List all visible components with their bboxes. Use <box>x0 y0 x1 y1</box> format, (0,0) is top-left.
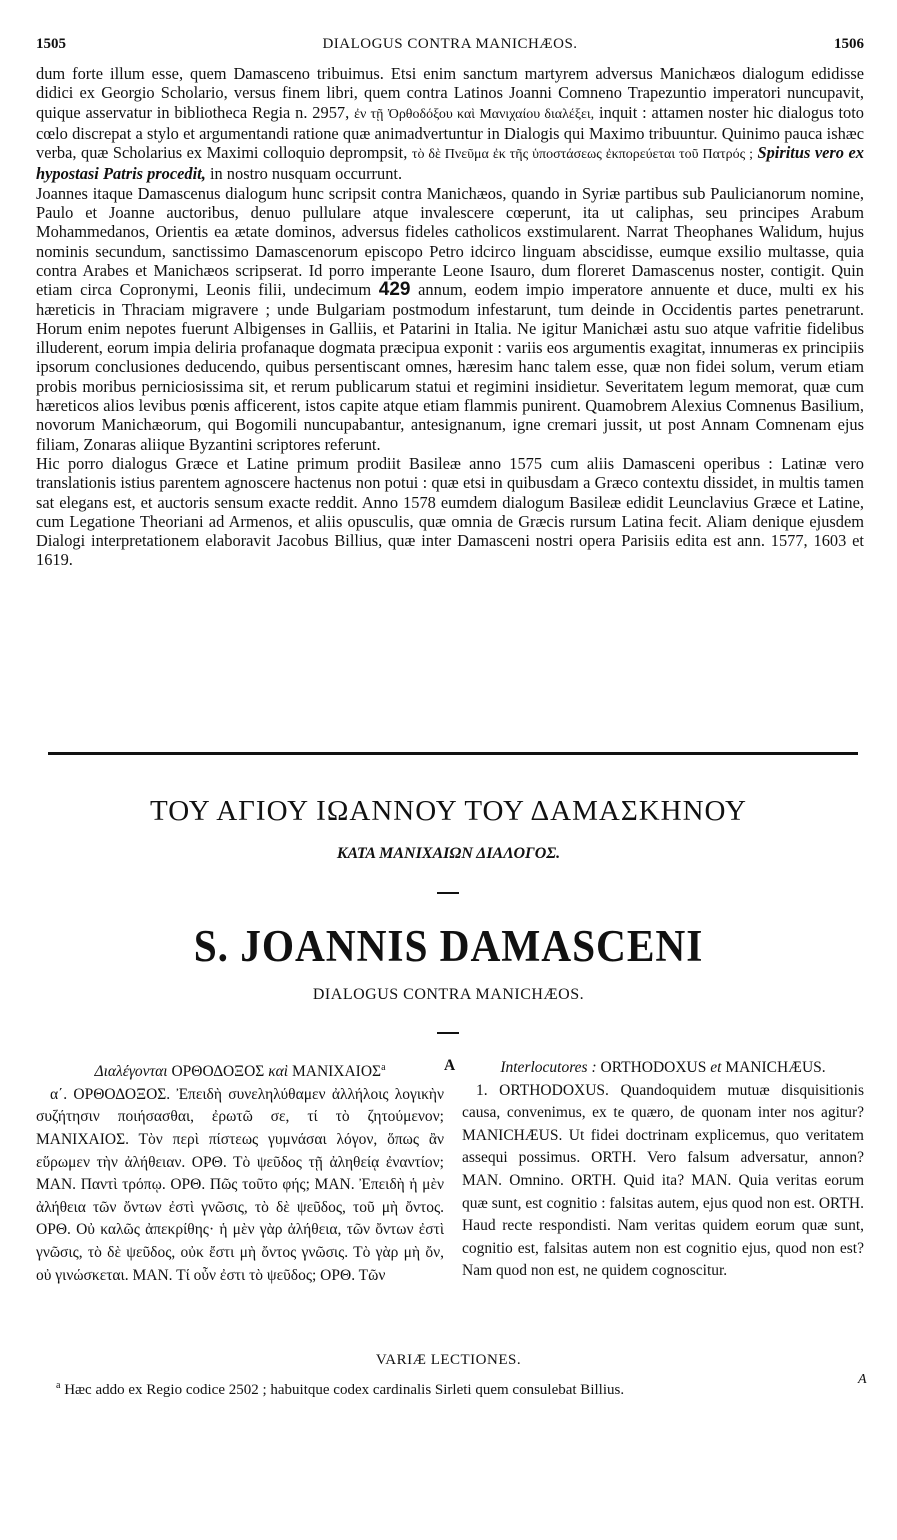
greek-heading-orthodox: ΟΡΘΟΔΟΞΟΣ <box>171 1063 265 1081</box>
intro-paragraph-3: Hic porro dialogus Græce et Latine primum prodiit Basileæ anno 1575 cum aliis Damasceni operibus : Latinæ vero translationis istius parentem agnoscere hactenus non potui : quæ etsi in quibusdam a Græco contextu dissidet, in multis tamen sat elegans est, et auctoris sensum exacte reddit. Anno 1578 eumdem dialogum Basileæ edidit Leunclavius Græce et Latine, cum Legatione Theoriani ad Armenos, et aliis opusculis, quæ omnia de Græcis rursum Latina fecit. Aliam denique ejusdem Dialogi interpretationem elaboravit Jacobus Billius, quæ inter Damasceni nostri opera Parisiis edita est ann. 1577, 1603 et 1619. <box>36 453 864 570</box>
intro-p1-italic: Spiritus vero ex hypostasi Patris procedit, <box>36 143 864 184</box>
latin-title: S. JOANNIS DAMASCENI <box>193 921 704 971</box>
latin-heading-manichaeus: MANICHÆUS. <box>725 1059 826 1076</box>
greek-column <box>36 1057 444 1287</box>
intro-p1-text-c: in nostro nusquam occurrunt. <box>209 164 403 184</box>
latin-heading-orthodox: ORTHODOXUS <box>600 1059 707 1076</box>
footnote <box>56 1380 846 1399</box>
running-title: DIALOGUS CONTRA MANICHÆOS. <box>322 36 578 52</box>
latin-heading-et: et <box>710 1059 722 1076</box>
footnote-text: Hæc addo ex Regio codice 2502 ; habuitque codex cardinalis Sirleti quem consulebat Billius. <box>64 1382 625 1398</box>
horizontal-rule <box>48 752 858 755</box>
greek-heading-kai: καὶ <box>268 1063 289 1081</box>
latin-subtitle: DIALOGUS CONTRA MANICHÆOS. <box>312 986 585 1003</box>
intro-p1-greek-1: ἐν τῇ Ὀρθοδόξου καὶ Μανιχαίου διαλέξει, <box>354 106 595 122</box>
intro-p1-text-b: inquit : attamen noster hic dialogus toto cœlo discrepat a stylo et argumentandi ratione quæ animadvertuntur in Dialogis qui Maximo tribuuntur. Quinimo pauca ishæc verba, quæ Scholarius ex Maximi colloquio deprompsit, <box>36 102 864 163</box>
greek-column-heading <box>36 1057 444 1084</box>
latin-column-heading <box>462 1057 864 1080</box>
latin-heading-italic: Interlocutores : <box>500 1059 597 1076</box>
title-dash-1 <box>437 892 459 894</box>
greek-heading-italic: Διαλέγονται <box>94 1063 168 1081</box>
page-number-left: 1505 <box>36 36 66 52</box>
greek-subtitle: ΚΑΤΑ ΜΑΝΙΧΑΙΩΝ ΔΙΑΛΟΓΟΣ. <box>336 845 561 862</box>
corner-mark: A <box>858 1372 867 1387</box>
greek-column-text: α΄. ΟΡΘΟΔΟΞΟΣ. Ἐπειδὴ συνεληλύθαμεν ἀλλήλοις λογικὴν συζήτησιν ποιήσασθαι, ἐρωτῶ σε, τί τὸ ζητούμενον; ΜΑΝΙΧΑΙΟΣ. Τὸν περὶ πίστεως γυμνάσαι λόγον, ὅπως ἂν εὕρωμεν τὴν ἀλήθειαν. ΟΡΘ. Τὸ ψεῦδος τῇ ἀληθείᾳ ἐναντίον; ΜΑΝ. Παντὶ τρόπῳ. ΟΡΘ. Πῶς τοῦτο φής; ΜΑΝ. Ἐπειδὴ ἡ μὲν ἀλήθεια τῶν ὄντων ἐστὶ γνῶσις, τὸ δὲ ψεῦδος, τοῦ μὴ ὄντος. ΟΡΘ. Οὐ καλῶς ἀπεκρίθης· ἡ μὲν γὰρ ἀλήθεια, τῶν ὄντων ἐστὶ γνῶσις, τὸ δὲ ψεῦδος, οὐκ ἔστι μὴ ὄντος γνῶσις. Τὸ γὰρ μὴ ὄν, οὐ γινώσκεται. ΜΑΝ. Τί οὖν ἐστι τὸ ψεῦδος; ΟΡΘ. Τῶν <box>36 1085 444 1284</box>
intro-p2-text-a: Joannes itaque Damascenus dialogum hunc scripsit contra Manichæos, quando in Syriæ partibus sub Paulicianorum nomine, Paulo et Joanne auctoribus, denuo pullulare atque invalescere cœperunt, ita ut caliphas, seu principes Arabum Mohammedanos, Orientis ea ætate dominos, adversus fideles catholicos exstimularent. Narrat Theophanes Walidum, hujus nominis secundum, sanctissimo Damascenorum episcopo Petro idcirco linguam abscidisse, eumque exsilio multasse, quia contra Arabes et Manichæos scripserat. Id porro imperante Leone Isauro, dum floreret Damascenus noster, contigit. Quin etiam circa Copronymi, Leonis filii, undecimum <box>36 183 864 300</box>
variae-lectiones-heading: VARIÆ LECTIONES. <box>375 1352 522 1368</box>
latin-column <box>462 1057 864 1283</box>
intro-p2-text-b: annum, eodem impio imperatore annuente et duce, multi ex his hæreticis in Thraciam migravere ; unde Bulgariam postmodum infestarunt, tum deinde in Occidentis partes penetrarunt. Horum enim nepotes fuerunt Albigenses in Galliis, et Patarini in Italia. Ne igitur Manichæi astu suo atque vafritie fidelibus illuderent, eorum impia deliria profanaque dogmata præcipua exponit : variis eos argumentis exagitat, innumeras ex principiis ipsorum conclusiones deducendo, quibus persentiscant omnes, hæresim hanc talem esse, quæ non fidei solum, verum etiam probis moribus perniciosissima sit, et rerum publicarum statui et regimini insidietur. Severitatem legum memorat, quæ cum hæreticos alios levibus pœnis afficerent, istos capite atque etiam flammis punirent. Quamobrem Alexius Comnenus Basilium, novorum Manichæorum, qui Bogomili nuncupabantur, antesignanum, igne cremari jussit, ut post Annam Comnenam ejus filiam, Zonaras aliique Byzantini scriptores referunt. <box>36 280 864 454</box>
intro-p1-greek-2: τὸ δὲ Πνεῦμα ἐκ τῆς ὑποστάσεως ἐκπορεύεται τοῦ Πατρός ; <box>411 147 753 163</box>
page-number-right: 1506 <box>834 36 864 52</box>
title-dash-2 <box>437 1032 459 1034</box>
intro-paragraph-2 <box>36 184 864 454</box>
intro-p1-text-a: dum forte illum esse, quem Damasceno tribuimus. Etsi enim sanctum martyrem adversus Manichæos dialogum edidisse didici ex Georgio Scholario, versus finem libri, quem contra Latinos Joanni Comneno Trapezuntio imperatori nuncupavit, quique asservatur in bibliotheca Regia n. 2957, <box>36 64 864 122</box>
introduction-text <box>36 64 864 570</box>
intro-paragraph-1 <box>36 64 864 184</box>
margin-marker: A <box>444 1057 456 1074</box>
latin-column-text: 1. ORTHODOXUS. Quandoquidem mutuæ disquisitionis causa, convenimus, ex te quæro, de quonam inter nos agitur? MANICHÆUS. Ut fidei doctrinam explicemus, quo veritatem assequi possimus. ORTH. Vero falsum adversatur, annon? MAN. Omnino. ORTH. Quid ita? MAN. Quia veritas eorum quæ sunt, est cognitio : falsitas autem, ejus quod non est. ORTH. Haud recte respondisti. Nam veritas quidem eorum quæ sunt, cognitio est, falsitas autem non est cognitio ejus, quod non est? Nam quod non est, ne quidem cognoscitur. <box>462 1081 864 1280</box>
running-header <box>36 36 864 60</box>
footnote-mark: a <box>56 1380 61 1391</box>
greek-title: ΤΟΥ ΑΓΙΟΥ ΙΩΑΝΝΟΥ ΤΟΥ ΔΑΜΑΣΚΗΝΟΥ <box>150 795 747 827</box>
column-number: 429 <box>378 279 411 301</box>
footnote-ref: a <box>381 1062 386 1073</box>
greek-heading-manichaeus: ΜΑΝΙΧΑΙΟΣ <box>291 1063 382 1081</box>
